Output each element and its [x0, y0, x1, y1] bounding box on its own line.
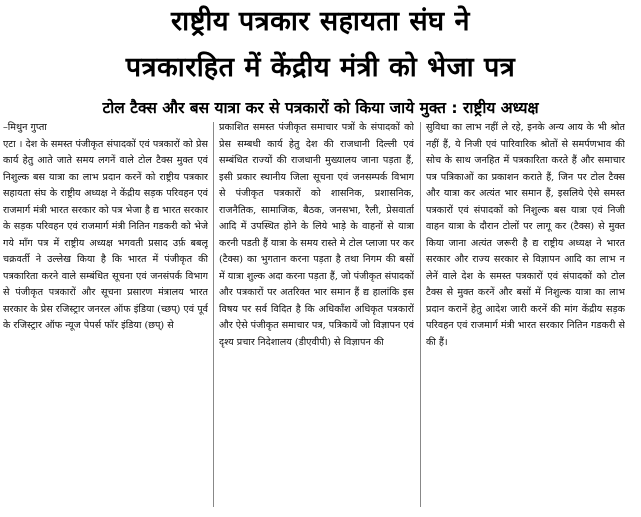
byline: –मिथुन गुप्ता	[3, 122, 47, 133]
subheadline: टोल टैक्स और बस यात्रा कर से पत्रकारों को किया जाये मुक्त : राष्ट्रीय अध्यक्ष	[102, 99, 539, 117]
column-divider-2	[420, 122, 421, 507]
column-divider-1	[213, 122, 214, 507]
article-column-3	[426, 120, 625, 510]
article-column-2-text: प्रकाशित समस्त पंजीकृत समाचार पत्रों के संपादकों को प्रेस सम्बधी कार्य हेतु देश की राजधानी दिल्ली एवं सम्बंधित राज्यों की राजधानी मुख्यालय जाना पड़ता हैं, इसी प्रकार स्थानीय जिला सूचना एवं जनसम्पर्क विभाग से पंजीकृत पत्रकारों को शासनिक, प्रशासनिक, राजनैतिक, सामाजिक, बैठक, जनसभा, रैली, प्रेसवार्ता आदि में उपस्थित होने के लिये भाड़े के वाहनों से यात्रा करनी पडती हैं यात्रा के समय रास्ते मे टोल प्लाजा पर कर (टैक्स) का भुगतान करना पड़ता है तथा निगम की बसों में यात्रा शुल्क अदा करना पड़ता हैं, जो पंजीकृत संपादकों और पत्रकारों पर अतरिक्त भार समान हैं द्य हालांकि इस विषय पर सर्व विदित है कि अधिकाँश अधिकृत पत्रकारों और ऐसे पंजीकृत समाचार पत्र, पत्रिकायें जो विज्ञापन एवं दृश्य प्रचार निदेशालय (डीएवीपी) से विज्ञापन की	[219, 122, 414, 348]
article-column-1-text: एटा । देश के समस्त पंजीकृत संपादकों एवं पत्रकारों को प्रेस कार्य हेतु आते जाते समय लगनें वाले टोल टैक्स मुक्त एवं निशुल्क बस यात्रा का लाभ प्रदान करनें को राष्ट्रीय पत्रकार सहायता संघ के राष्ट्रीय अध्यक्ष ने केंद्रीय सड़क परिवहन एवं राजमार्ग मंत्री भारत सरकार को पत्र भेजा है द्य भारत सरकार के सड़क परिवहन एवं राजमार्ग मंत्री नितिन गडकरी को भेजे गये मॉंग पत्र में राष्ट्रीय अध्यक्ष भगवती प्रसाद उर्फ़ बबलू चक्रवर्ती ने उल्लेख किया है कि भारत में पंजीकृत की पत्रकारिता करने वाले सम्बंधित सूचना एवं जनसंपर्क विभाग से पंजीकृत पत्रकारों और सूचना प्रसारण मंत्रालय भारत सरकार के प्रेस रजिस्ट्रार जनरल ऑफ इंडिया (च्छप्) एवं पूर्व के रजिस्ट्रार ऑफ न्यूज पेपर्स फॉर इंडिया (छप्) से	[3, 138, 208, 331]
article-column-3-text: सुविधा का लाभ नहीं ले रहे, इनके अन्य आय के भी श्रोत नहीं हैं, ये निजी एवं पारिवारिक श्रोतों से समर्पणभाव की सोच के साथ जनहित में पत्रकारिता करते हैं और समाचार पत्र पत्रिकाओं का प्रकाशन कराते हैं, जिन पर टोल टैक्स और यात्रा कर अत्यंत भार समान हैं, इसलिये ऐसे समस्त पत्रकारों एवं संपादकों को निशुल्क बस यात्रा एवं निजी वाहन यात्रा के दौरान टोलों पर लागू कर (टैक्स) से मुक्त किया जाना अत्यंत जरूरी है द्य राष्ट्रीय अध्यक्ष ने भारत सरकार और राज्य सरकार से विज्ञापन आदि का लाभ न लेनें वाले देश के समस्त पत्रकारों एवं संपादकों को टोल टैक्स से मुक्त करनें और बसों में निशुल्क यात्रा का लाभ प्रदान करानें हेतु आदेश जारी करनें की मांग केंद्रीय सड़क परिवहन एवं राजमार्ग मंत्री भारत सरकार नितिन गडकरी से की हैं।	[426, 122, 625, 348]
headline-line-1: राष्ट्रीय पत्रकार सहायता संघ ने	[171, 6, 470, 37]
headline-line-2: पत्रकारहित में केंद्रीय मंत्री को भेजा पत्र	[125, 52, 516, 83]
article-column-2	[219, 120, 414, 510]
article-column-1	[3, 120, 208, 510]
